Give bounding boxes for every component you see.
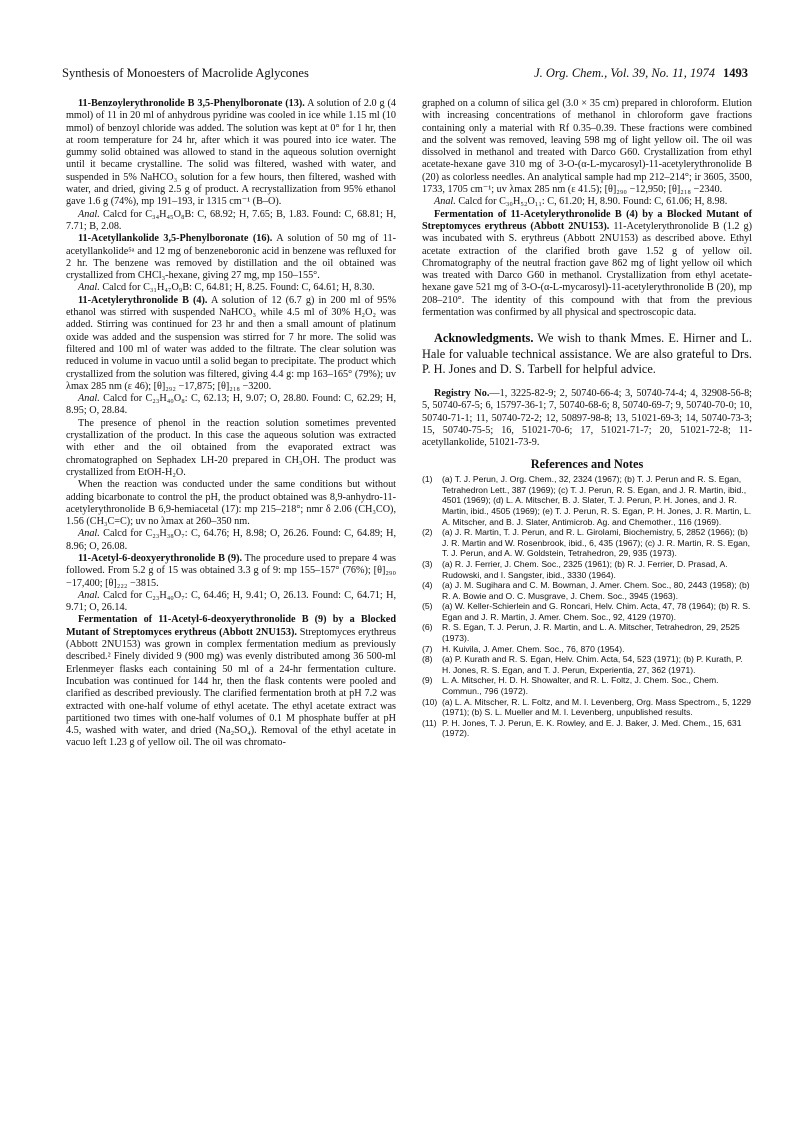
reference-item bbox=[422, 559, 752, 580]
analysis-13 bbox=[66, 209, 396, 234]
page-header bbox=[62, 66, 748, 86]
anal-label: Anal. bbox=[78, 589, 100, 601]
reference-item bbox=[422, 654, 752, 675]
reference-number: (8) bbox=[422, 654, 433, 665]
paragraph-continued: graphed on a column of silica gel (3.0 × 35 cm) prepared in chloroform. Elution with increasing concentrations of methanol in chloroform gave fractions containing only a material with Rf 0.35–0.39. These fractions were combined and the solvent was removed, leaving 598 mg of light yellow oil. The oil was dissolved in methanol and treated with Darco G60. Crystallization from ethyl acetate-hexane gave 310 mg of 3-O-(α-L-mycarosyl)-11-acetylerythronolide B (20) as colorless needles. An analytical sample had mp 212–214°; ir 3605, 3500, 1733, 1705 cm⁻¹; uv λmax 285 nm (ε 41.5); [θ]₂₉₀ −12,950; [θ]₂₁₈ −2340. bbox=[422, 98, 752, 196]
registry-heading: Registry No. bbox=[434, 387, 490, 399]
paragraph-text: A solution of 2.0 g (4 mmol) of 11 in 20 ml of anhydrous pyridine was cooled in ice while 1.15 ml (10 mmol) of benzoyl chloride was added. The solution was kept at 0° for 1 hr, then at room temperature for 24 hr, after which it was poured into ice water. The gummy solid obtained was allowed to stand in the aqueous solution overnight until it became crystalline. The solid was filtered, washed with water, and suspended in 5% NaHCO₃ solution for a few hours, then filtered, washed with water, and dried, giving 2.5 g of product. A recrystallization from 95% ethanol gave 1.6 g (74%), mp 191–193, ir 1315 cm⁻¹ (B–O). bbox=[66, 98, 396, 208]
reference-number: (7) bbox=[422, 643, 433, 654]
anal-label: Anal. bbox=[78, 528, 100, 540]
analysis-4 bbox=[66, 393, 396, 418]
paragraph-text: A solution of 12 (6.7 g) in 200 ml of 95% ethanol was stirred with suspended NaHCO₃ while 4.5 ml of 30% H₂O₂ was added. Stirring was continued for 23 hr and then a small amount of platinum oxide was added and the suspension was stirred for 7 hr more. The solid was filtered and 100 ml of water was added to the filtrate. The clear solution was reduced in volume in vacuo until a solid began to precipitate. The product which crystallized from the solution was filtered, giving 4.4 g: mp 163–165° (79%); uv λmax 285 nm (ε 46); [θ]₂₉₂ −17,875; [θ]₂₁₈ −3200. bbox=[66, 294, 396, 392]
paragraph-text: The procedure used to prepare 4 was followed. From 5.2 g of 15 was obtained 3.3 g of 9: mp 155–157° (76%); [θ]₂₉₀ −17,400; [θ]₂₂₂ −3815. bbox=[66, 552, 396, 589]
analysis-text: Calcd for C₂₃H₄₀O₈: C, 62.13; H, 9.07; O, 28.80. Found: C, 62.29; H, 8.95; O, 28.84. bbox=[66, 393, 396, 417]
reference-text: (a) R. J. Ferrier, J. Chem. Soc., 2325 (1961); (b) R. J. Ferrier, D. Prasad, A. Rudowski, and I. Sangster, ibid., 3330 (1964). bbox=[442, 558, 728, 580]
reference-text: R. S. Egan, T. J. Perun, J. R. Martin, and L. A. Mitscher, Tetrahedron, 29, 2525 (1973). bbox=[442, 622, 740, 644]
reference-number: (9) bbox=[422, 675, 433, 686]
paragraph-fermentation-9 bbox=[66, 614, 396, 749]
paragraph-4 bbox=[66, 295, 396, 393]
analysis-text: Calcd for C₂₃H₄₀O₇: C, 64.46; H, 9.41; O, 26.13. Found: C, 64.71; H, 9.71; O, 26.14. bbox=[66, 589, 396, 614]
acknowledgments bbox=[422, 331, 752, 378]
reference-text: L. A. Mitscher, H. D. H. Showalter, and R. L. Foltz, J. Chem. Soc., Chem. Commun., 796 (1972). bbox=[442, 675, 719, 697]
analysis-16 bbox=[66, 282, 396, 294]
analysis-17 bbox=[66, 528, 396, 553]
reference-text: (a) T. J. Perun, J. Org. Chem., 32, 2324 (1967); (b) T. J. Perun and R. S. Egan, Tetrahedron Lett., 387 (1969); (c) T. J. Perun, R. S. Egan, and J. R. Martin, ibid., 4501 (1969); (d) L. A. Mitscher, B. J. Slater, T. J. Perun, P. H. Jones, and J. R. Martin, ibid., 4505 (1969); (e) T. J. Perun, R. S. Egan, P. H. Jones, J. R. Martin, L. A. Mitscher, and B. J. Slater, Antimicrob. Ag. and Chemother., 116 (1969). bbox=[442, 474, 752, 527]
acknowledgments-heading: Acknowledgments. bbox=[434, 331, 534, 346]
reference-number: (4) bbox=[422, 580, 433, 591]
anal-label: Anal. bbox=[434, 196, 456, 208]
page-number: 1493 bbox=[723, 66, 748, 80]
reference-text: H. Kuivila, J. Amer. Chem. Soc., 76, 870 (1954). bbox=[442, 643, 625, 654]
reference-number: (11) bbox=[422, 717, 437, 728]
anal-label: Anal. bbox=[78, 208, 100, 220]
paragraph-text: A solution of 50 mg of 11-acetyllankolide⁵ᵃ and 12 mg of benzeneboronic acid in benzene was refluxed for 2 hr. The benzene was removed by distillation and the oil obtained was crystallized from CHCl₃-hexane, giving 27 mg, mp 150–155°. bbox=[66, 233, 396, 282]
paragraph-heading: 11-Acetyl-6-deoxyerythronolide B (9). bbox=[78, 552, 243, 564]
reference-text: (a) P. Kurath and R. S. Egan, Helv. Chim. Acta, 54, 523 (1971); (b) P. Kurath, P. H. Jones, R. S. Egan, and T. J. Perun, Experientia, 27, 362 (1971). bbox=[442, 654, 743, 675]
references-heading: References and Notes bbox=[530, 456, 644, 471]
reference-item bbox=[422, 601, 752, 622]
reference-item bbox=[422, 580, 752, 601]
paragraph-heading: Fermentation of 11-Acetylerythronolide B (4) by a Blocked Mutant of Streptomyces erythreus (Abbott 2NU153). bbox=[422, 208, 752, 232]
paragraph-13 bbox=[66, 98, 396, 209]
reference-item bbox=[422, 718, 752, 739]
reference-text: (a) J. R. Martin, T. J. Perun, and R. L. Girolami, Biochemistry, 5, 2852 (1966); (b) J. R. Martin and W. Rosenbrook, ibid., 6, 435 (1967); (c) J. R. Martin, R. S. Egan, T. J. Perun, and A. W. Goldstein, Tetrahedron, 29, 935 (1973). bbox=[442, 527, 751, 559]
acknowledgments-text: We wish to thank Mmes. E. Hirner and L. Hale for valuable technical assistance. We are also grateful to Drs. P. H. Jones and D. S. Tarbell for helpful advice. bbox=[422, 331, 752, 377]
reference-item bbox=[422, 622, 752, 643]
running-title: Synthesis of Monoesters of Macrolide Aglycones bbox=[62, 66, 309, 80]
reference-item bbox=[422, 697, 752, 718]
reference-text: (a) J. M. Sugihara and C. M. Bowman, J. Amer. Chem. Soc., 80, 2443 (1958); (b) R. A. Bowie and O. C. Musgrave, J. Chem. Soc., 3945 (1963). bbox=[442, 580, 750, 601]
reference-number: (3) bbox=[422, 558, 433, 569]
paragraph-text: Streptomyces erythreus (Abbott 2NU153) was grown in complex fermentation medium as previously described.² Finely divided 9 (900 mg) was evenly distributed among 36 500-ml Erlenmeyer flasks each containing 50 ml of a 24-hr fermentation culture. Incubation was continued for 144 hr, then the flask contents were pooled and clarified as described previously. The clarified fermentation broth at pH 7.2 was extracted with one-half volume of ethyl acetate. The ethyl acetate extract was partitioned two times with one-half volumes of 0.1 M phosphate buffer at pH 4.5, washed with water, and dried (Na₂SO₄). Removal of the ethyl acetate in vacuo left 1.23 g of yellow oil. The oil was chromato- bbox=[66, 626, 396, 749]
analysis-text: Calcd for C₃₄H₄₅O₈B: C, 68.92; H, 7.65; B, 1.83. Found: C, 68.81; H, 7.71; B, 2.08. bbox=[66, 208, 396, 232]
paragraph-phenol: The presence of phenol in the reaction solution sometimes prevented crystallization of the product. In this case the aqueous solution was extracted with ether and the oil obtained from the evaporated extract was chromatographed on Sephadex LH-20 prepared in CH₃OH. The product was crystallized from EtOH-H₂O. bbox=[66, 417, 396, 478]
reference-text: P. H. Jones, T. J. Perun, E. K. Rowley, and E. J. Baker, J. Med. Chem., 15, 631 (1972). bbox=[442, 717, 742, 739]
journal-name: J. Org. Chem., Vol. 39, No. 11, 1974 bbox=[534, 66, 715, 80]
reference-item bbox=[422, 675, 752, 696]
reference-item bbox=[422, 644, 752, 655]
analysis-text: Calcd for C₃₀H₅₂O₁₁: C, 61.20; H, 8.90. Found: C, 61.06; H, 8.98. bbox=[455, 196, 728, 208]
analysis-9 bbox=[66, 590, 396, 615]
registry-numbers bbox=[422, 388, 752, 450]
references-list bbox=[422, 474, 752, 739]
paragraph-9 bbox=[66, 553, 396, 590]
analysis-20 bbox=[422, 196, 752, 208]
analysis-text: Calcd for C₂₃H₃₈O₇: C, 64.76; H, 8.98; O, 26.26. Found: C, 64.89; H, 8.96; O, 26.08. bbox=[66, 528, 396, 552]
paragraph-heading: Fermentation of 11-Acetyl-6-deoxyerythronolide B (9) by a Blocked Mutant of Streptomyces erythreus (Abbott 2NU153). bbox=[66, 614, 396, 638]
reference-item bbox=[422, 527, 752, 559]
paragraph-heading: 11-Benzoylerythronolide B 3,5-Phenylboronate (13). bbox=[78, 98, 305, 109]
reference-text: (a) W. Keller-Schierlein and G. Roncari, Helv. Chim. Acta, 47, 78 (1964); (b) R. S. Egan and J. R. Martin, J. Amer. Chem. Soc., 92, 4129 (1970). bbox=[442, 601, 751, 622]
reference-number: (10) bbox=[422, 696, 438, 707]
paragraph-text: 11-Acetylerythronolide B (1.2 g) was incubated with S. erythreus (Abbott 2NU153) as described above. Ethyl acetate extraction of the clarified broth gave 1.52 g of yellow oil. Chromatography of the neutral fraction gave 862 mg of light yellow oil which was treated with Darco G60 in methanol. Crystallization from ethyl acetate-hexane gave 521 mg of 3-O-(α-L-mycarosyl)-11-acetylerythronolide B (20), mp 208–210°. The identity of this compound with that from the previous fermentation was confirmed by all physical and spectroscopic data. bbox=[422, 220, 752, 319]
reference-item bbox=[422, 474, 752, 527]
paragraph-fermentation-4 bbox=[422, 209, 752, 320]
anal-label: Anal. bbox=[78, 282, 100, 294]
reference-text: (a) L. A. Mitscher, R. L. Foltz, and M. I. Levenberg, Org. Mass Spectrom., 5, 1229 (1971); (b) S. L. Mueller and M. I. Levenberg, unpublished results. bbox=[442, 696, 752, 718]
paragraph-heading: 11-Acetyllankolide 3,5-Phenylboronate (16). bbox=[78, 233, 273, 245]
reference-number: (5) bbox=[422, 601, 433, 612]
paragraph-heading: 11-Acetylerythronolide B (4). bbox=[78, 294, 208, 306]
right-column bbox=[422, 98, 752, 739]
registry-text: —1, 3225-82-9; 2, 50740-66-4; 3, 50740-74-4; 4, 32908-56-8; 5, 50740-67-5; 6, 15797-36-1; 7, 50740-68-6; 8, 50740-69-7; 9, 50740-70-0; 10, 50740-71-1; 11, 50740-72-2; 12, 50897-98-8; 13, 51021-69-3; 14, 50740-73-3; 15, 50740-75-5; 16, 51021-70-6; 17, 51021-71-7; 20, 51021-72-8; 11-acetyllankolide, 51021-73-9. bbox=[422, 387, 752, 449]
analysis-text: Calcd for C₃₁H₄₇O₉B: C, 64.81; H, 8.25. Found: C, 64.61; H, 8.30. bbox=[99, 282, 375, 294]
reference-number: (1) bbox=[422, 474, 433, 485]
paragraph-16 bbox=[66, 233, 396, 282]
reference-number: (6) bbox=[422, 622, 433, 633]
anal-label: Anal. bbox=[78, 393, 100, 405]
paragraph-17: When the reaction was conducted under the same conditions but without adding bicarbonate to control the pH, the product obtained was 8,9-anhydro-11-acetylerythronolide B 6,9-hemiacetal (17): mp 215–218°; nmr δ 2.06 (CH₃CO), 1.56 (CH₃C=C); uv no λmax at 260–350 nm. bbox=[66, 479, 396, 528]
left-column bbox=[66, 98, 396, 750]
journal-citation bbox=[534, 66, 748, 81]
reference-number: (2) bbox=[422, 527, 433, 538]
